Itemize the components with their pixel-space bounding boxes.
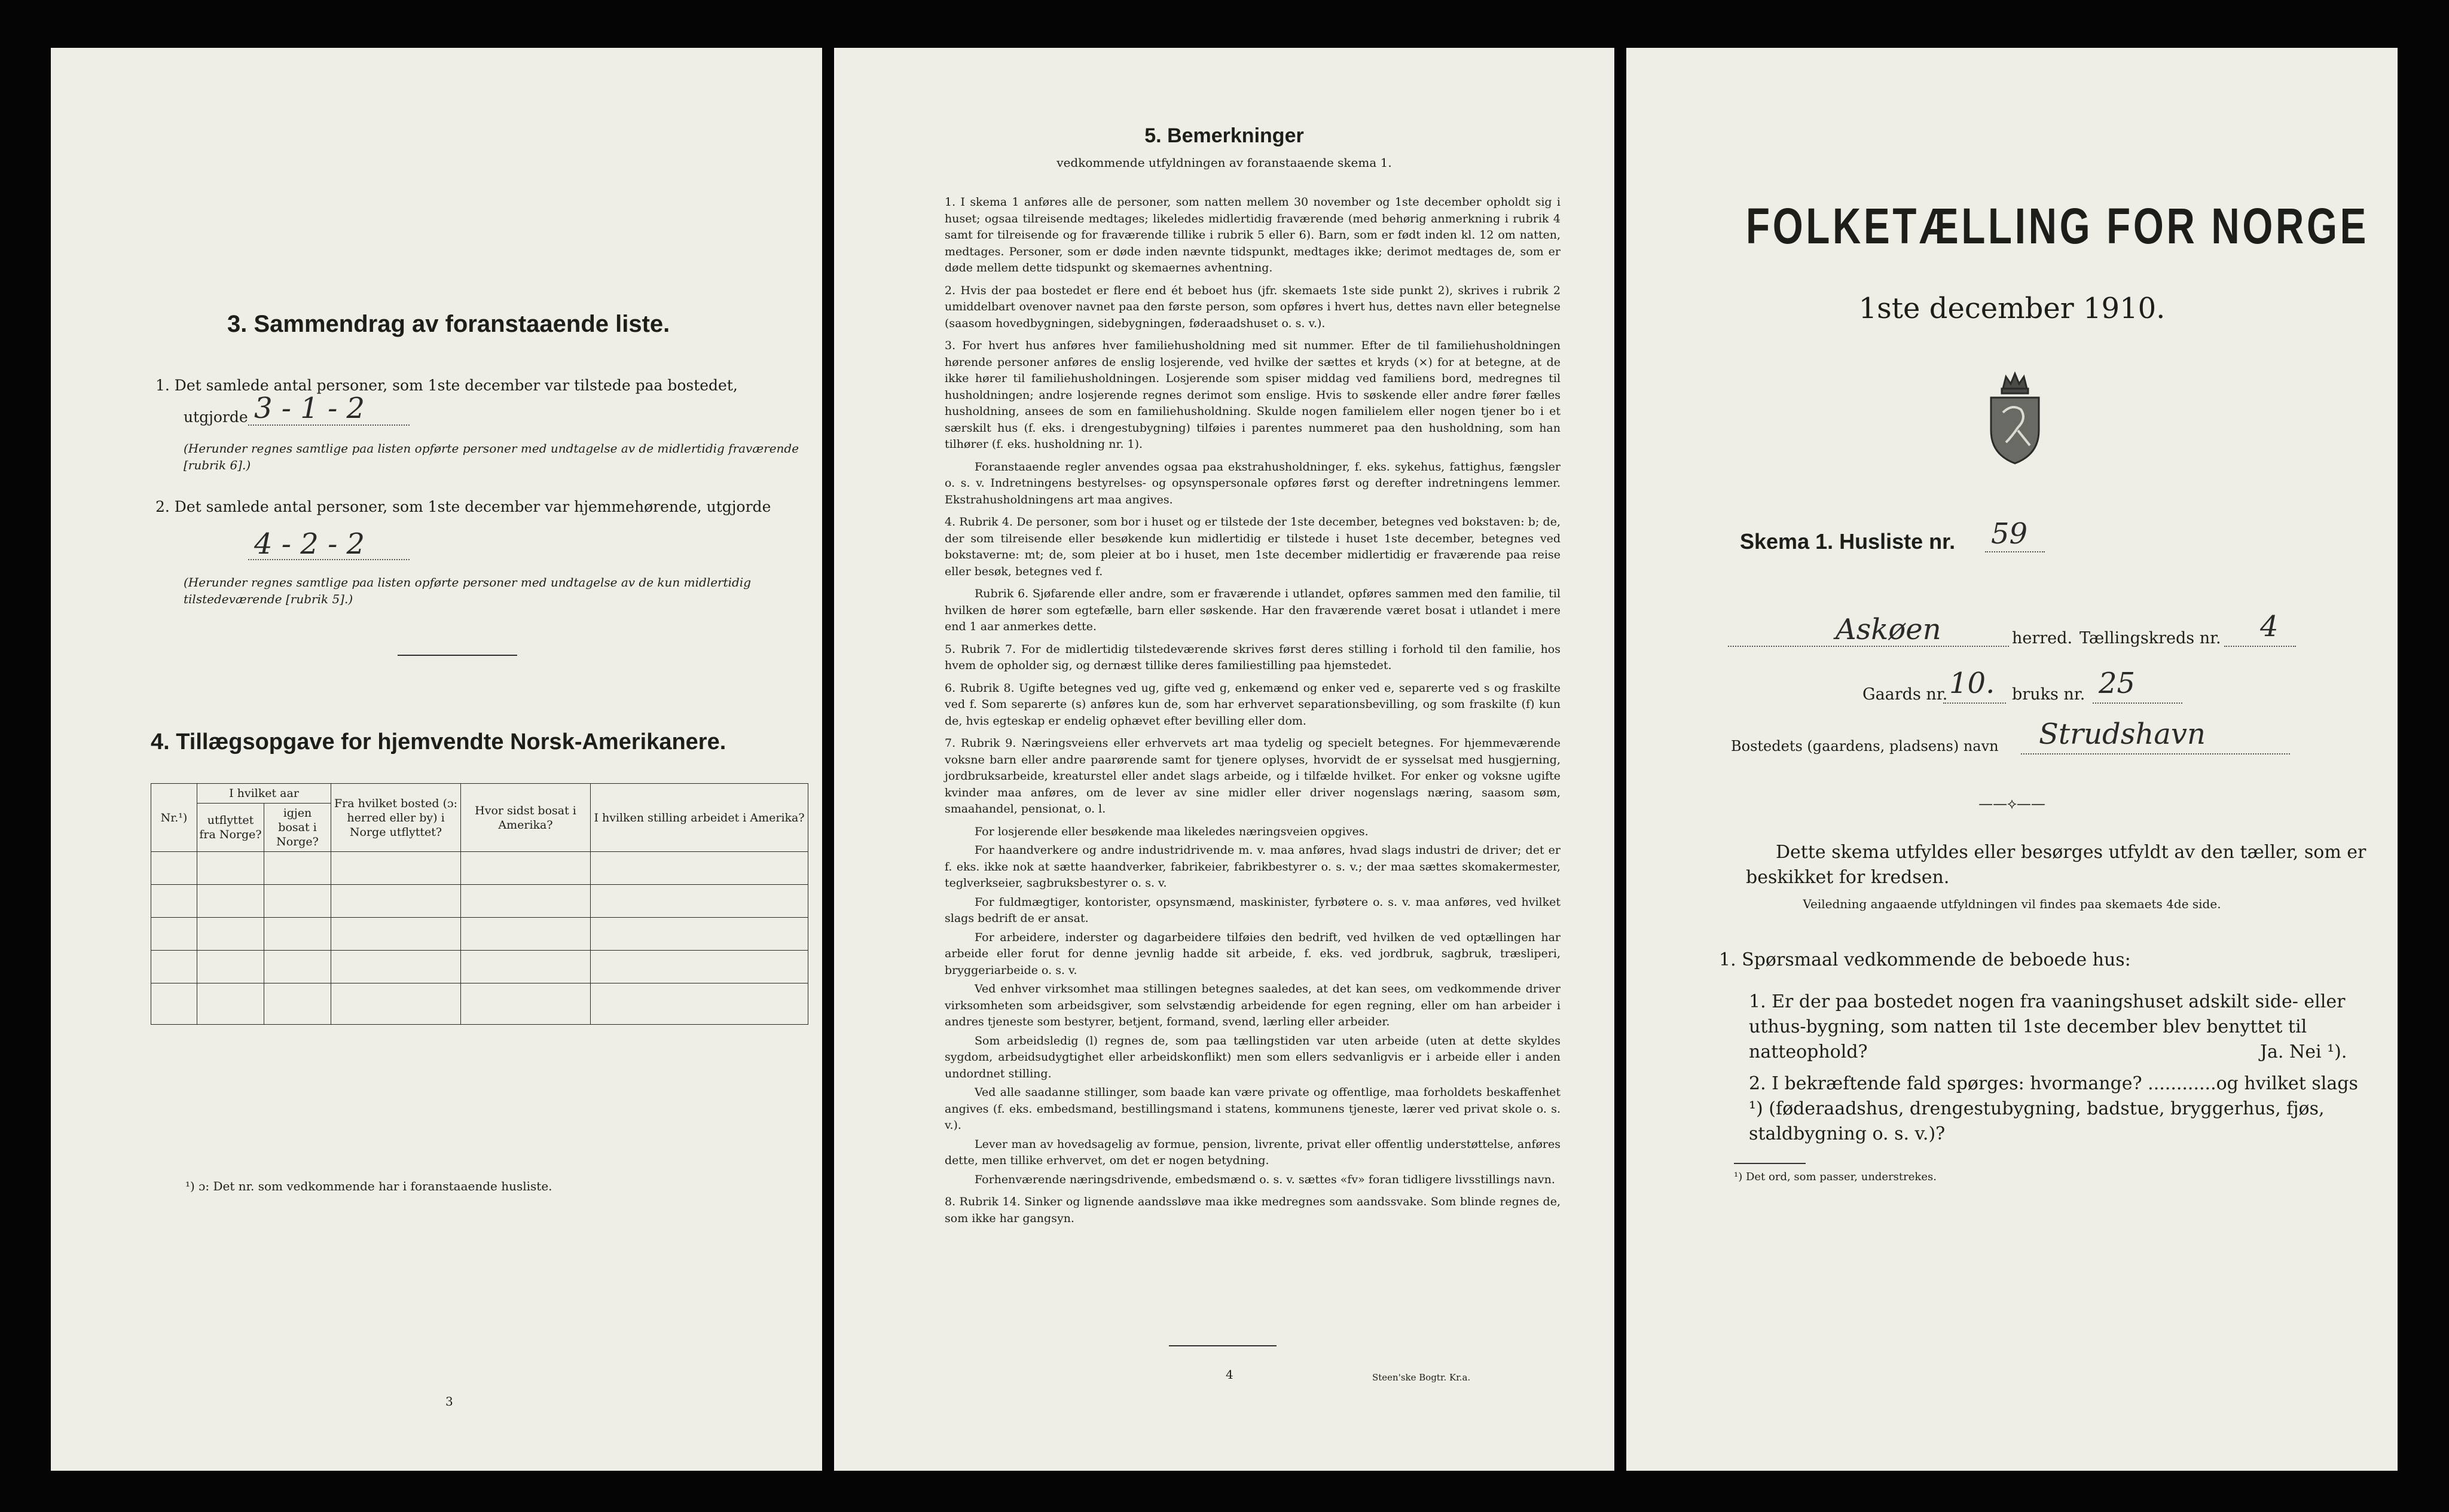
census-title: FOLKETÆLLING FOR NORGE [1746,198,2369,254]
question-2: 2. I bekræftende fald spørges: hvormange? ............og hvilket slags ¹) (føderaadshus, drengestubygning, badstue, bryggerhus, fjøs, staldbygning o. s. v.)? [1749,1073,2358,1144]
question-1-answer: Ja. Nei ¹). [2260,1041,2347,1062]
remark-4b: Rubrik 6. Sjøfarende eller andre, som er fraværende i utlandet, opføres sammen med den familie, til hvilken de hører som egtefælle, barn eller søskende. Har den fraværende været bosat i utlandet i mere end 1 aar anmerkes dette. [945,587,1561,633]
item2-text: 2. Det samlede antal personer, som 1ste december var hjemmehørende, utgjorde [155,498,771,515]
remark-3: 3. For hvert hus anføres hver familiehusholdning med sit nummer. Efter de til familiehusholdningen hørende personer anføres de enslig losjerende, ved hvilke der sættes et kryds (×) for at betegne, at de ikke hører til familiehusholdningen. Losjerende som spiser middag ved familiens bord, medregnes til husholdningen; andre losjerende regnes derimot som enslige. Hvis to søskende eller andre fører fælles husholdning, ansees de som en familiehusholdning. Skulde nogen familielem eller nogen tjener bo i et særskilt hus (f. eks. i drengestubygning) tilføies i parentes nummeret paa den husholdning, som han tilhører (f. eks. husholdning nr. 1). [945,339,1561,451]
section4-title: 4. Tillægsopgave for hjemvendte Norsk-Amerikanere. [151,729,726,755]
remark-7e: For arbeidere, inderster og dagarbeidere tilføies den bedrift, ved hvilken de ved optællingen har arbeide eller forut for denne jevnlig hadde sit arbeide, f. eks. ved jordbruk, sagbruk, træsliperi, bryggeriarbeide o. s. v. [945,930,1561,977]
remarks-body [945,194,1561,1233]
item1-text: 1. Det samlede antal personer, som 1ste december var tilstede paa bostedet, [155,377,738,394]
norway-coat-of-arms-icon [1982,371,2048,466]
divider [1169,1345,1277,1346]
remark-2: 2. Hvis der paa bostedet er flere end ét beboet hus (jfr. skemaets 1ste side punkt 2), skrives i rubrik 2 umiddelbart ovenover navnet paa den første person, som opføres i hvert hus, dettes navn eller betegnelse (saasom hovedbygningen, sidebygningen, føderaadshuset o. s. v.). [945,283,1561,330]
item2-line [248,559,410,560]
bruks-label: bruks nr. [2012,685,2085,704]
bruks-line [2093,702,2182,704]
herred-label: herred. [2012,629,2073,647]
remark-3b: Foranstaaende regler anvendes ogsaa paa ekstrahusholdninger, f. eks. sykehus, fattighus, fængsler o. s. v. Indretningens bestyrelses- og opsynspersonale opføres først og derefter indretningens lemmer. Ekstrahusholdningens art maa angives. [945,460,1561,506]
census-date: 1ste december 1910. [1858,292,2166,325]
gaards-value: 10. [1949,667,1995,700]
remarks-title: 5. Bemerkninger [1144,124,1304,147]
remark-8: 8. Rubrik 14. Sinker og lignende aandssløve maa ikke medregnes som aandssvake. Som blinde regnes de, som ikke har gangsyn. [945,1195,1561,1225]
husliste-line [1985,551,2045,552]
remark-1: 1. I skema 1 anføres alle de personer, som natten mellem 30 november og 1ste december opholdt sig i huset; ogsaa tilreisende medtages; likeledes midlertidig fraværende (med behørig anmerkning i rubrik 4 samt for tilreisende og for fraværende tillike i rubrik 5 eller 6). Barn, som er født inden kl. 12 om natten, medtages. Personer, som er døde inden nævnte tidspunkt, medtages ikke; derimot medtages de, som er døde mellem dette tidspunkt og skemaernes avhentning. [945,196,1561,274]
item1-note: (Herunder regnes samtlige paa listen opførte personer med undtagelse av de midlertidig fraværende [rubrik 6].) [184,441,799,472]
gaards-line [1943,702,2006,704]
table-row [151,983,808,1025]
table-row [151,951,808,983]
remark-7f: Ved enhver virksomhet maa stillingen betegnes saaledes, at det kan sees, om vedkommende driver virksomheten som arbeidsgiver, som selvstændig arbeidende for egen regning, eller om han arbeider i andres tjeneste som bestyrer, betjent, formand, svend, lærling eller arbeider. [945,982,1561,1028]
table-row [151,885,808,918]
bruks-value: 25 [2099,667,2136,700]
skema-label: Skema 1. Husliste nr. [1740,529,1956,554]
col-stilling: I hvilken stilling arbeidet i Amerika? [591,784,808,852]
col-utflyttet: utflyttet fra Norge? [197,804,264,852]
page-right [1626,48,2398,1471]
kreds-line [2224,646,2296,647]
remark-7h: Ved alle saadanne stillinger, som baade kan være private og offentlige, maa forholdets beskaffenhet angives (f. eks. embedsmand, bestillingsmand i statens, kommunens tjeneste, lærer ved privat skole o. s. v.). [945,1086,1561,1132]
remark-7c: For haandverkere og andre industridrivende m. v. maa anføres, hvad slags industri de driver; det er f. eks. ikke nok at sætte haandverker, fabrikeier, fabrikbestyrer o. s. v.; der maa sættes skomakermester, teglverkseier, sagbruksbestyrer o. s. v. [945,844,1561,890]
col-group-year: I hvilket aar [197,784,331,804]
page-number-3: 3 [445,1394,453,1409]
bosted-value: Strudshavn [2039,717,2206,751]
kreds-label: Tællingskreds nr. [2079,629,2221,647]
remark-5: 5. Rubrik 7. For de midlertidig tilstedeværende skrives først deres stilling i forhold til den familie, hos hvem de opholder sig, og dernæst tillike deres familiestilling paa hjemstedet. [945,642,1561,672]
bosted-line [2021,753,2290,755]
ornament-icon: ——⟡—— [1978,795,2045,812]
printer-mark: Steen'ske Bogtr. Kr.a. [1372,1372,1471,1383]
item1-value: 3 - 1 - 2 [254,392,365,425]
section3-title: 3. Sammendrag av foranstaaende liste. [227,311,670,337]
col-bosted: Fra hvilket bosted (ɔ: herred eller by) i Norge utflyttet? [331,784,461,852]
remark-4: 4. Rubrik 4. De personer, som bor i huset og er tilstede der 1ste december, betegnes ved bokstaven: b; de, der som tilreisende eller besøkende kun midlertidig er tilstede i huset 1ste december, betegnes ved bokstaverne: mt; de, som pleier at bo i huset, men 1ste december midlertidig er fraværende paa reise eller besøk, betegnes ved f. [945,515,1561,578]
footnote-rule [1734,1163,1806,1164]
page-left [51,48,822,1471]
kreds-value: 4 [2260,610,2279,643]
remark-7d: For fuldmægtiger, kontorister, opsynsmænd, maskinister, fyrbøtere o. s. v. maa anføres, ved hvilket slags bedrift de er ansat. [945,895,1561,925]
item2-value: 4 - 2 - 2 [254,527,365,561]
remark-7i: Lever man av hovedsagelig av formue, pension, livrente, privat eller offentlig understøttelse, anføres dette, men tillike erhvervet, om det er nogen betydning. [945,1137,1561,1167]
intro-text: Dette skema utfyldes eller besørges utfyldt av den tæller, som er beskikket for kredsen. [1746,842,2366,888]
col-nr: Nr.¹) [151,784,197,852]
table-row [151,852,808,885]
remark-7: 7. Rubrik 9. Næringsveiens eller erhvervets art maa tydelig og specielt betegnes. For hjemmeværende voksne barn eller andre paarørende samt for tjenere oplyses, hvorvidt de er sysselsat med husgjerning, jordbruksarbeide, kreaturstel eller andet slags arbeide, og i tilfælde hvilket. For enker og voksne ugifte kvinder maa anføres, om de lever av sine midler eller driver nogenslags næring, saasom søm, smaahandel, pensionat, o. l. [945,737,1561,815]
remark-7j: Forhenværende næringsdrivende, embedsmænd o. s. v. sættes «fv» foran tidligere livsstillings navn. [975,1172,1555,1186]
page-middle [834,48,1614,1471]
remark-7g: Som arbeidsledig (l) regnes de, som paa tællingstiden var uten arbeide (uten at dette skyldes sygdom, arbeidsudygtighet eller arbeidskonflikt) men som ellers sedvanligvis er i arbeide eller i anden undordnet stilling. [945,1034,1561,1080]
footnote: ¹) Det ord, som passer, understrekes. [1734,1171,1937,1183]
table-row [151,918,808,951]
question-1: 1. Er der paa bostedet nogen fra vaaningshuset adskilt side- eller uthus-bygning, som natten til 1ste december blev benyttet til natteophold? [1749,991,2346,1062]
item2-note: (Herunder regnes samtlige paa listen opførte personer med undtagelse av de kun midlertidig tilstedeværende [rubrik 5].) [184,575,752,606]
guide-text: Veiledning angaaende utfyldningen vil findes paa skemaets 4de side. [1803,897,2221,911]
questions-header: 1. Spørsmaal vedkommende de beboede hus: [1719,949,2131,970]
husliste-nr: 59 [1991,517,2028,551]
gaards-label: Gaards nr. [1862,685,1948,704]
bosted-label: Bostedets (gaardens, pladsens) navn [1731,738,1999,755]
herred-value: Askøen [1836,613,1941,646]
remark-7b: For losjerende eller besøkende maa likeledes næringsveien opgives. [975,824,1369,838]
remark-6: 6. Rubrik 8. Ugifte betegnes ved ug, gifte ved g, enkemænd og enker ved e, separerte ved s og fraskilte ved f. Som separerte (s) anføres kun de, som har erhvervet separationsbevilling, og som fraskilte (f) kun de, hvis egteskap er endelig ophævet efter bevilling eller dom. [945,681,1561,728]
remarks-subtitle: vedkommende utfyldningen av foranstaaende skema 1. [1056,155,1392,170]
col-igjen: igjen bosat i Norge? [264,804,331,852]
item1-label: utgjorde [184,408,248,426]
table-footnote: ¹) ɔ: Det nr. som vedkommende har i foranstaaende husliste. [185,1179,552,1193]
page-number-4: 4 [1226,1367,1233,1382]
norsk-amerikanere-table [151,783,808,1025]
item1-line [248,424,410,426]
divider [398,655,517,656]
col-amerika: Hvor sidst bosat i Amerika? [461,784,591,852]
